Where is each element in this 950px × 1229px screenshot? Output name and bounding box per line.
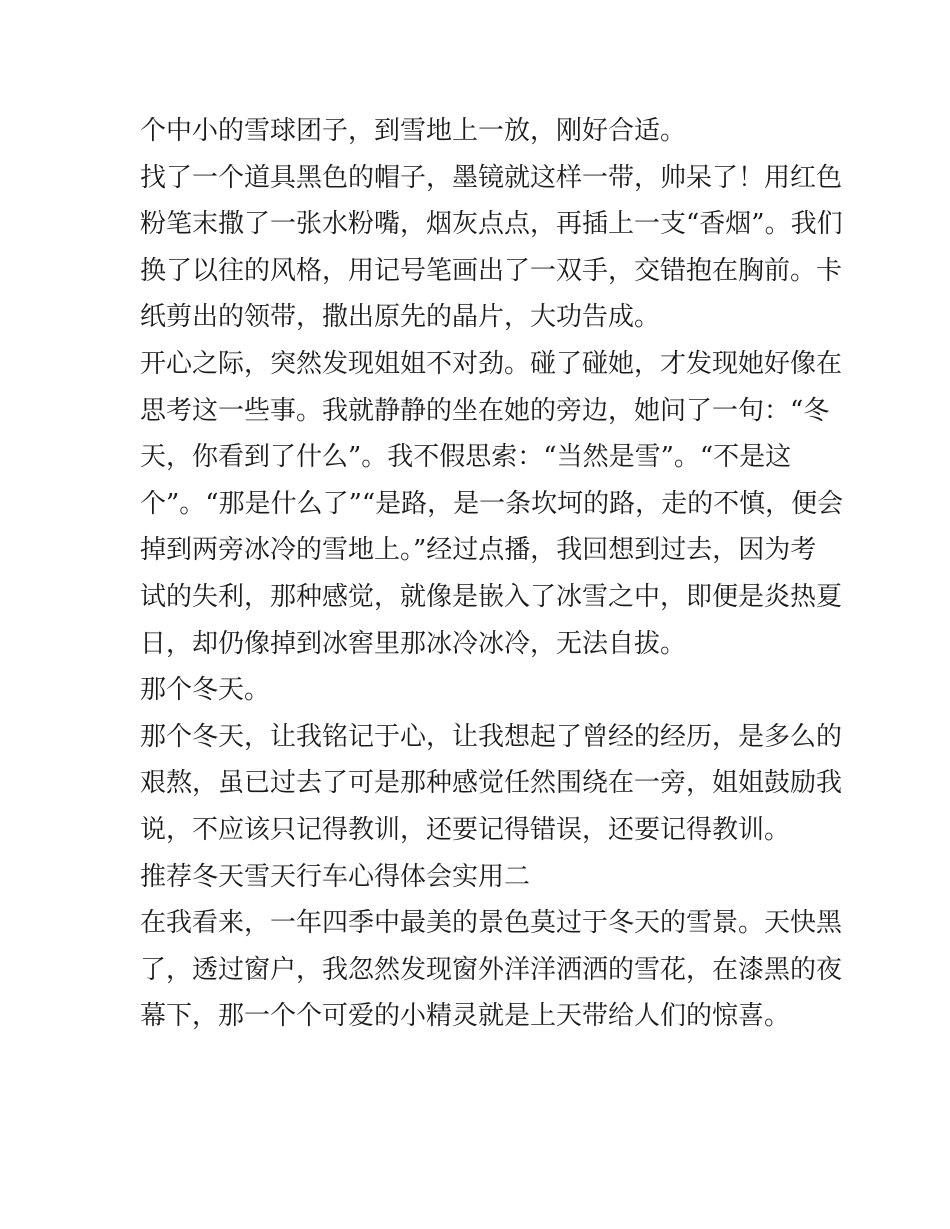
text-line: 换了以往的风格，用记号笔画出了一双手，交错抱在胸前。卡 [140,255,843,286]
text-line: 纸剪出的领带，撒出原先的晶片，大功告成。 [140,302,661,333]
text-line: 说，不应该只记得教训，还要记得错误，还要记得教训。 [140,814,791,845]
text-line: 掉到两旁冰冷的雪地上。”经过点播，我回想到过去，因为考 [140,535,817,566]
text-line: 艰熬，虽已过去了可是那种感觉任然围绕在一旁，姐姐鼓励我 [140,768,843,799]
text-line: 那个冬天，让我铭记于心，让我想起了曾经的经历，是多么的 [140,721,843,752]
text-line: 思考这一些事。我就静静的坐在她的旁边，她问了一句：“冬 [140,395,830,426]
section-heading: 推荐冬天雪天行车心得体会实用二 [140,861,531,892]
text-line: 粉笔末撒了一张水粉嘴，烟灰点点，再插上一支“香烟”。我们 [140,209,843,240]
document-body [140,108,844,1040]
text-line: 日，却仍像掉到冰窖里那冰冷冰冷，无法自拔。 [140,628,687,659]
text-line: 个”。“那是什么了”“是路，是一条坎坷的路，走的不慎，便会 [140,488,844,519]
text-line: 在我看来，一年四季中最美的景色莫过于冬天的雪景。天快黑 [140,908,843,939]
text-line: 试的失利，那种感觉，就像是嵌入了冰雪之中，即便是炎热夏 [140,581,843,612]
text-line: 那个冬天。 [140,675,271,706]
text-line: 幕下，那一个个可爱的小精灵就是上天带给人们的惊喜。 [140,1001,791,1032]
text-line: 天，你看到了什么”。我不假思索：“当然是雪”。“不是这 [140,442,792,473]
text-line: 开心之际，突然发现姐姐不对劲。碰了碰她，才发现她好像在 [140,348,843,379]
text-line: 了，透过窗户，我忽然发现窗外洋洋洒洒的雪花，在漆黑的夜 [140,954,843,985]
text-line: 个中小的雪球团子，到雪地上一放，刚好合适。 [140,116,687,146]
text-line: 找了一个道具黑色的帽子，墨镜就这样一带，帅呆了！用红色 [140,162,843,193]
